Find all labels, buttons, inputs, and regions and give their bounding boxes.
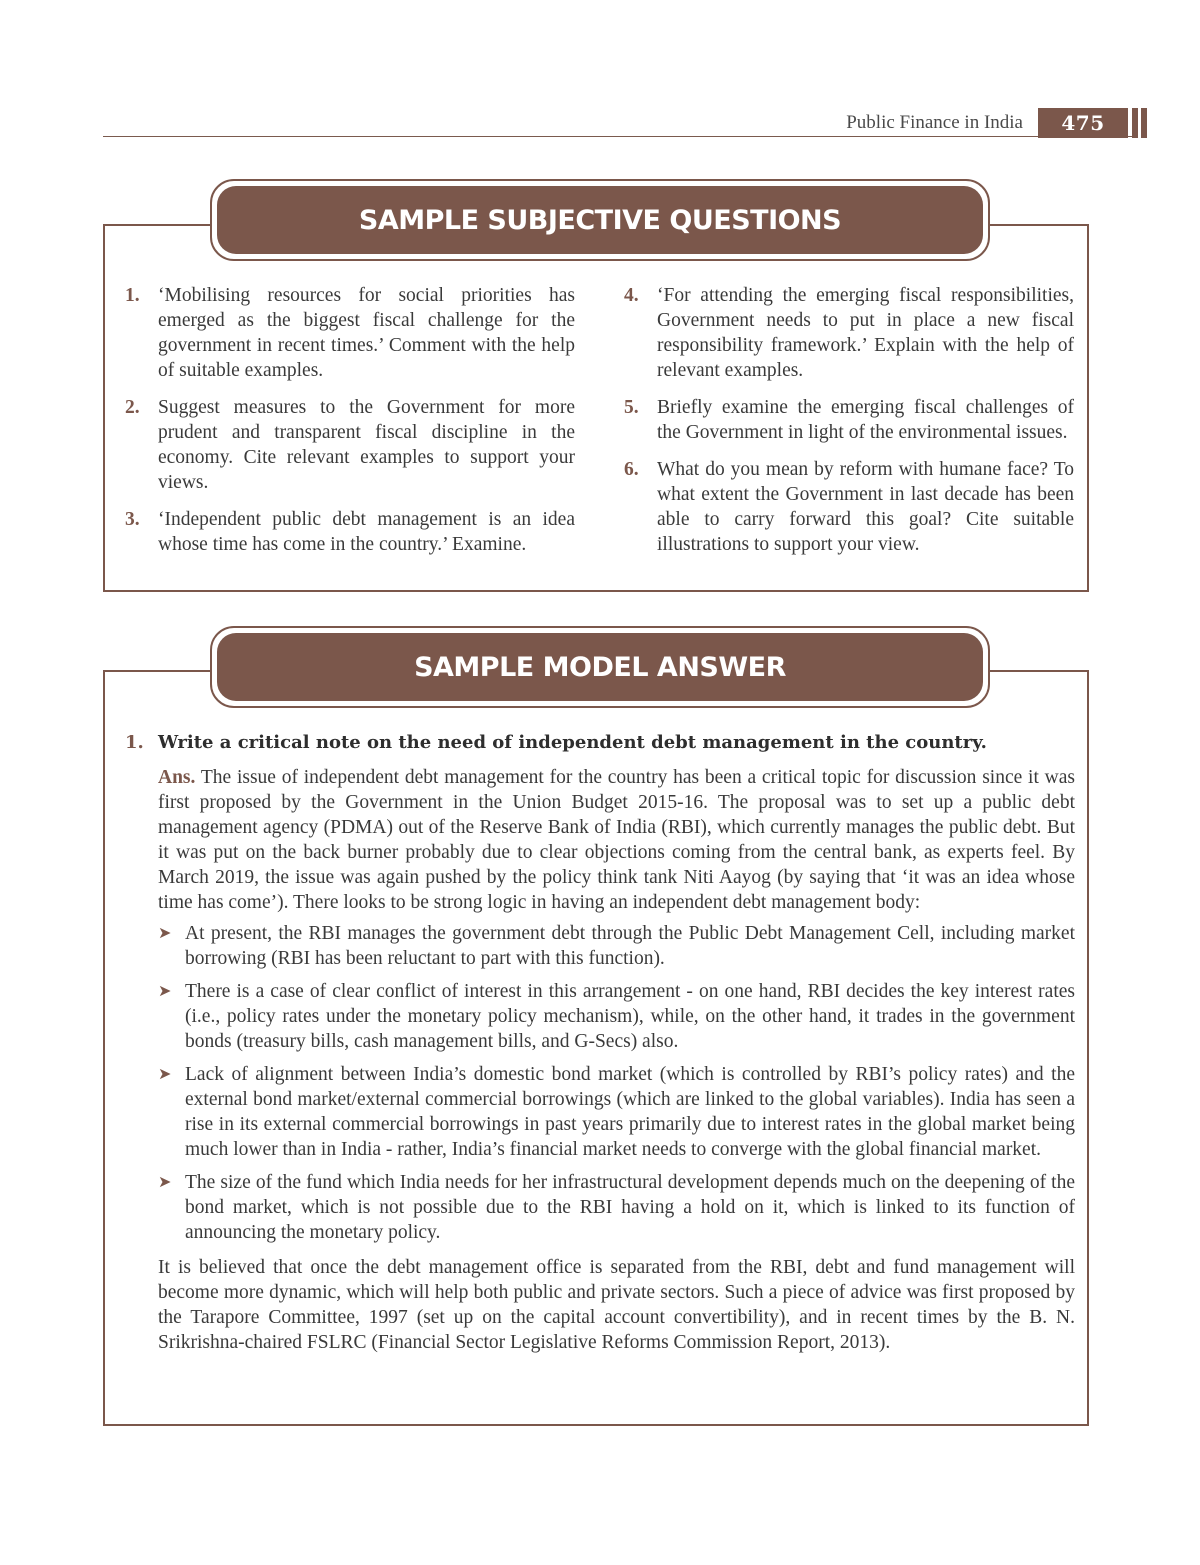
running-header (103, 108, 1145, 138)
answer-banner (210, 626, 990, 708)
question-text: ‘Independent public debt management is an idea whose time has come in the country.’ Examine. (158, 509, 575, 555)
question-item (624, 395, 1074, 445)
arrow-bullet-icon: ➤ (158, 1174, 172, 1191)
header-bar-decoration (1132, 108, 1138, 138)
question-item (125, 395, 575, 495)
question-item (125, 507, 575, 557)
answer-question-number: 1. (125, 732, 144, 753)
bullet-text: Lack of alignment between India’s domestic bond market (which is controlled by RBI’s policy rates) and the external bond market/external commercial borrowings (which are linked to the global variables). India has seen a rise in its external commercial borrowings in past years primarily due to interest rates in the global market being much lower than in India - rather, India’s financial market needs to converge with the global financial market. (185, 1064, 1075, 1160)
bullet-text: There is a case of clear conflict of interest in this arrangement - on one hand, RBI decides the key interest rates (i.e., policy rates under the monetary policy mechanism), while, on the other hand, it trades in the government bonds (treasury bills, cash management bills, and G-Secs) also. (185, 981, 1075, 1052)
question-number: 4. (624, 285, 639, 306)
question-number: 3. (125, 509, 140, 530)
list-item (158, 1062, 1075, 1162)
ans-label: Ans. (158, 767, 196, 788)
question-text: Suggest measures to the Government for more prudent and transparent fiscal discipline in the economy. Cite relevant examples to support your views. (158, 397, 575, 493)
question-text: ‘For attending the emerging fiscal responsibilities, Government needs to put in place a new fiscal responsibility framework.’ Explain with the help of relevant examples. (657, 285, 1074, 381)
questions-banner (210, 179, 990, 261)
questions-title: SAMPLE SUBJECTIVE QUESTIONS (217, 186, 983, 254)
list-item (158, 921, 1075, 971)
question-text: ‘Mobilising resources for social priorities has emerged as the biggest fiscal challenge for the government in recent times.’ Comment with the help of suitable examples. (158, 285, 575, 381)
list-item (158, 979, 1075, 1054)
question-number: 1. (125, 285, 140, 306)
arrow-bullet-icon: ➤ (158, 1066, 172, 1083)
questions-column-right (624, 283, 1074, 569)
answer-conclusion: It is believed that once the debt management office is separated from the RBI, debt and fund management will become more dynamic, which will help both public and private sectors. Such a piece of advice was first proposed by the Tarapore Committee, 1997 (set up on the capital account convertibility), and in recent times by the B. N. Srikrishna-chaired FSLRC (Financial Sector Legislative Reforms Commission Report, 2013). (158, 1257, 1075, 1353)
arrow-bullet-icon: ➤ (158, 925, 172, 942)
questions-column-left (125, 283, 575, 569)
answer-body (125, 765, 1075, 1355)
answer-question-text: Write a critical note on the need of independent debt management in the country. (158, 732, 987, 753)
list-item (158, 1170, 1075, 1245)
bullet-list (158, 921, 1075, 1245)
intro-text: The issue of independent debt management for the country has been a critical topic for discussion since it was first proposed by the Government in the Union Budget 2015-16. The proposal was to set up a public debt management agency (PDMA) out of the Reserve Bank of India (RBI), which currently manages the public debt. But it was put on the back burner probably due to clear objections coming from the central bank, as experts feel. By March 2019, the issue was again pushed by the policy think tank Niti Aayog (by saying that ‘it was an idea whose time has come’). There looks to be strong logic in having an independent debt management body: (158, 767, 1075, 913)
model-answer (125, 730, 1075, 1355)
question-number: 5. (624, 397, 639, 418)
question-text: What do you mean by reform with humane face? To what extent the Government in last decade has been able to carry forward this goal? Cite suitable illustrations to support your view. (657, 459, 1074, 555)
running-title: Public Finance in India (846, 112, 1023, 133)
question-item (624, 283, 1074, 383)
question-item (624, 457, 1074, 557)
bullet-text: The size of the fund which India needs for her infrastructural development depends much on the deepening of the bond market, which is not possible due to the RBI having a hold on it, which is linked to its function of announcing the monetary policy. (185, 1172, 1075, 1243)
answer-title: SAMPLE MODEL ANSWER (217, 633, 983, 701)
answer-intro (158, 765, 1075, 915)
question-number: 2. (125, 397, 140, 418)
header-rule (103, 136, 1137, 137)
question-item (125, 283, 575, 383)
question-text: Briefly examine the emerging fiscal challenges of the Government in light of the environmental issues. (657, 397, 1074, 443)
bullet-text: At present, the RBI manages the government debt through the Public Debt Management Cell, including market borrowing (RBI has been reluctant to part with this function). (185, 923, 1075, 969)
arrow-bullet-icon: ➤ (158, 983, 172, 1000)
answer-question (125, 730, 1075, 755)
question-number: 6. (624, 459, 639, 480)
page-number: 475 (1038, 108, 1128, 138)
header-bar-decoration (1141, 108, 1147, 138)
